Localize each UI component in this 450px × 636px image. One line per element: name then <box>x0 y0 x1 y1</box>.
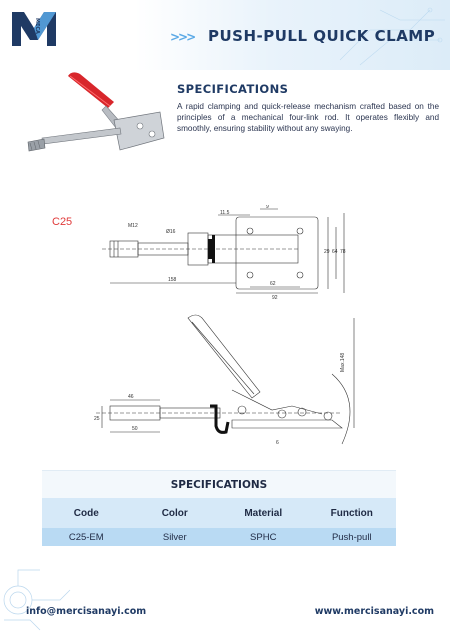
dim-label: 64 <box>332 249 338 255</box>
footer-circuit-decoration <box>0 560 80 636</box>
dim-label: 92 <box>272 295 278 301</box>
dim-label: 46 <box>128 394 134 400</box>
specifications-heading: SPECIFICATIONS <box>177 82 289 96</box>
dim-label: Max.148 <box>340 352 346 372</box>
specifications-description: A rapid clamping and quick-release mechanism crafted based on the principles of a mechanical four-link rod. It operates flexibly and smoothly, ensuring stability without any swaying. <box>177 102 439 133</box>
model-label: C25 <box>52 216 73 228</box>
dim-label: 29 <box>324 249 330 255</box>
footer-website-link[interactable]: www.mercisanayi.com <box>314 606 434 617</box>
dim-label: 78 <box>340 249 346 255</box>
dim-label: Ø16 <box>166 229 176 235</box>
clamp-product-image <box>22 68 167 160</box>
logo-text: MECA <box>34 18 40 34</box>
table-title: SPECIFICATIONS <box>42 470 396 498</box>
specifications-table <box>42 470 396 546</box>
dim-label: 50 <box>132 426 138 432</box>
table-row <box>42 528 396 546</box>
column-header: Function <box>330 507 373 519</box>
table-cell: Silver <box>162 531 187 543</box>
title-arrows: >>> <box>170 30 195 44</box>
page-title: PUSH-PULL QUICK CLAMP <box>208 27 436 45</box>
column-header: Code <box>73 507 99 519</box>
table-cell: Push-pull <box>331 531 372 543</box>
dim-label: M12 <box>128 223 138 229</box>
table-cell: C25-EM <box>68 531 104 543</box>
dim-label: 25 <box>94 416 100 422</box>
table-cell: SPHC <box>250 531 277 543</box>
column-header: Material <box>244 507 283 519</box>
dim-label: 11.5 <box>220 210 230 216</box>
table-header-row <box>42 498 396 528</box>
technical-drawing-top <box>100 205 350 305</box>
dim-label: 158 <box>168 277 177 283</box>
dim-label: 6 <box>276 440 279 446</box>
technical-drawing-side <box>92 310 362 460</box>
dim-label: 62 <box>270 281 276 287</box>
column-header: Color <box>161 507 188 519</box>
dim-label: 9 <box>266 205 269 210</box>
footer-email-link[interactable]: info@mercisanayi.com <box>26 606 147 617</box>
